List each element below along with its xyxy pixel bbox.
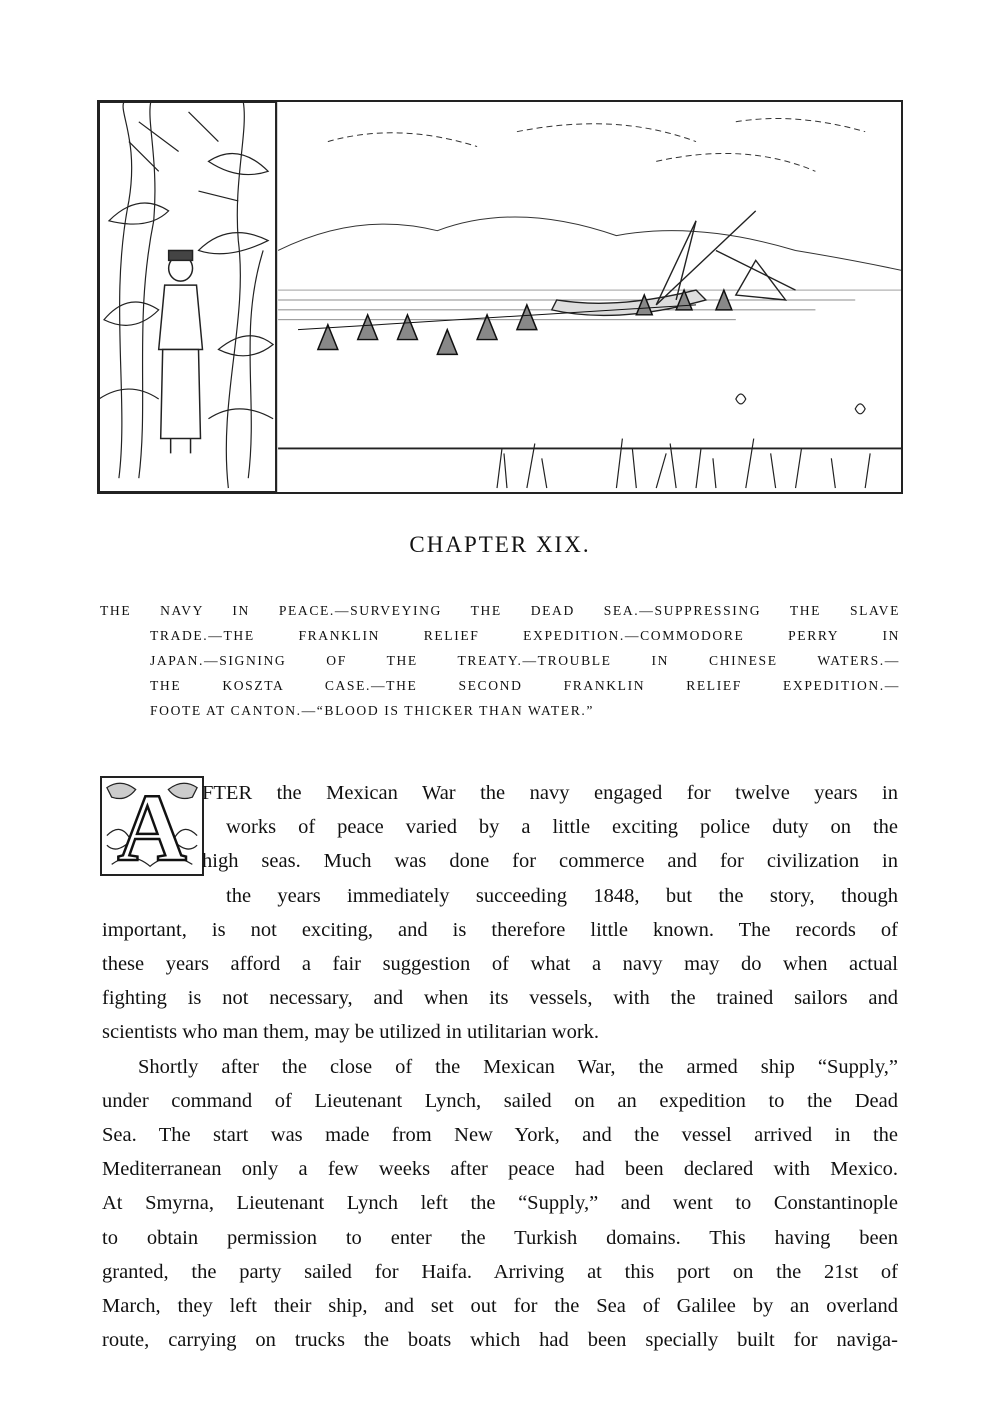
grass-foreground [278, 394, 901, 488]
chapter-header-illustration [97, 100, 903, 494]
body-line: works of peace varied by a little exciting police duty on the [226, 816, 898, 839]
body-line: Shortly after the close of the Mexican War, the armed ship “Supply,” [138, 1055, 898, 1078]
synopsis-line: THE NAVY IN PEACE.—SURVEYING THE DEAD SEA.—SUPPRESSING THE SLAVE [100, 603, 900, 618]
body-line: important, is not exciting, and is therefore little known. The records of [102, 918, 898, 941]
body-line: At Smyrna, Lieutenant Lynch left the “Supply,” and went to Constantinople [102, 1192, 898, 1215]
sea-scene [276, 102, 901, 492]
synopsis-line: TRADE.—THE FRANKLIN RELIEF EXPEDITION.—COMMODORE PERRY IN [150, 628, 900, 643]
body-line: Mediterranean only a few weeks after peace had been declared with Mexico. [102, 1158, 898, 1181]
synopsis-line: JAPAN.—SIGNING OF THE TREATY.—TROUBLE IN CHINESE WATERS.— [150, 653, 900, 668]
body-line: Sea. The start was made from New York, and the vessel arrived in the [102, 1124, 898, 1147]
body-line: fighting is not necessary, and when its vessels, with the trained sailors and [102, 987, 898, 1010]
drop-cap-letter: A [117, 774, 187, 881]
body-line: these years afford a fair suggestion of what a navy may do when actual [102, 953, 898, 976]
body-line: granted, the party sailed for Haifa. Arriving at this port on the 21st of [102, 1260, 898, 1283]
dead-sea-expedition-engraving [99, 102, 901, 492]
body-line: high seas. Much was done for commerce and for civilization in [202, 850, 898, 873]
body-line: under command of Lieutenant Lynch, sailed on an expedition to the Dead [102, 1089, 898, 1112]
body-line: scientists who man them, may be utilized in utilitarian work. [102, 1021, 600, 1044]
body-line: March, they left their ship, and set out for the Sea of Galilee by an overland [102, 1295, 898, 1318]
body-text [102, 776, 898, 1357]
synopsis-line: THE KOSZTA CASE.—THE SECOND FRANKLIN RELIEF EXPEDITION.— [150, 678, 900, 693]
chapter-synopsis [100, 598, 900, 723]
body-line: route, carrying on trucks the boats which had been specially built for naviga- [102, 1329, 898, 1352]
body-line: FTER the Mexican War the navy engaged for twelve years in [202, 782, 898, 804]
body-line: the years immediately succeeding 1848, but the story, though [226, 884, 898, 907]
body-line: to obtain permission to enter the Turkish domains. This having been [102, 1226, 898, 1249]
chapter-title: CHAPTER XIX. [409, 532, 591, 557]
synopsis-line: FOOTE AT CANTON.—“BLOOD IS THICKER THAN WATER.” [150, 703, 594, 718]
